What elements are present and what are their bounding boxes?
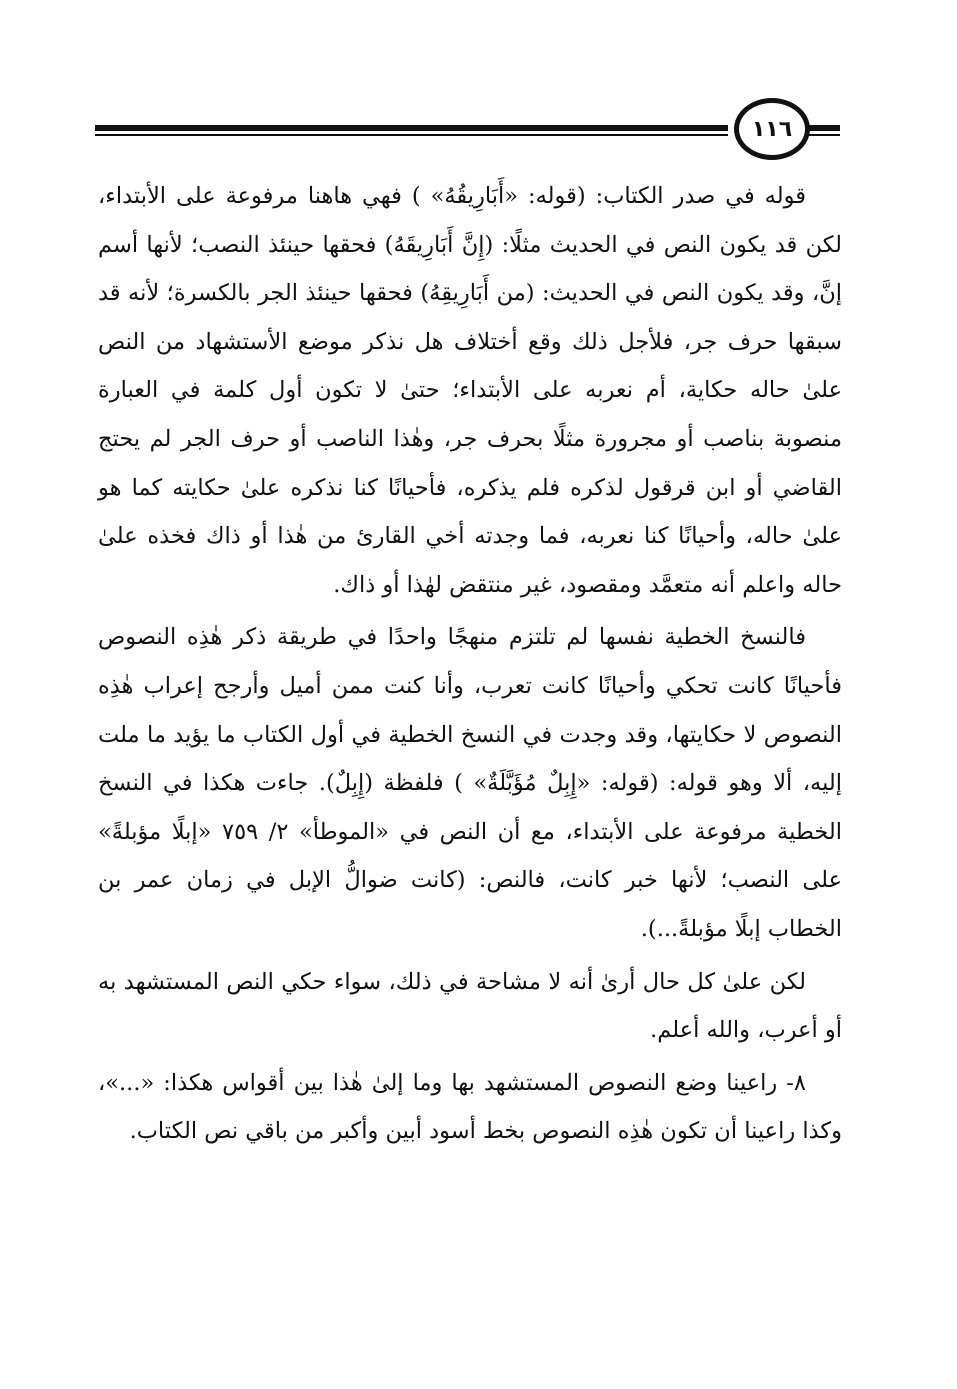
page-number: ١١٦ (734, 98, 810, 160)
page-header (95, 98, 840, 164)
header-rule-thick (95, 125, 728, 131)
header-rule-thin (95, 134, 728, 136)
body-text (98, 172, 842, 1156)
paragraph-2: فالنسخ الخطية نفسها لم تلتزم منهجًا واحدًا في طريقة ذكر هٰذِه النصوص فأحيانًا كانت تحكي وأحيانًا كانت تعرب، وأنا كنت ممن أميل وأرجح إعراب هٰذِه النصوص لا حكايتها، وقد وجدت في النسخ الخطية في أول الكتاب ما يؤيد ما ملت إليه، ألا وهو قوله: (قوله: «إِبِلٌ مُؤَبَّلَةٌ» ) فلفظة (إِبِلٌ). جاءت هكذا في النسخ الخطية مرفوعة على الأبتداء، مع أن النص في «الموطأ» ٢/ ٧٥٩ «إبلًا مؤبلةً» على النصب؛ لأنها خبر كانت، فالنص: (كانت ضوالُّ الإبل في زمان عمر بن الخطاب إبلًا مؤبلةً...). (98, 624, 842, 942)
paragraph-3: لكن علىٰ كل حال أرىٰ أنه لا مشاحة في ذلك، سواء حكي النص المستشهد به أو أعرب، والله أعلم. (98, 968, 842, 1044)
paragraph-1: قوله في صدر الكتاب: (قوله: «أَبَارِيقُهُ» ) فهي هاهنا مرفوعة على الأبتداء، لكن قد يكون النص في الحديث مثلًا: (إِنَّ أَبَارِيقَهُ) فحقها حينئذ النصب؛ لأنها أسم إنَّ، وقد يكون النص في الحديث: (من أَبَارِيقِهُ) فحقها حينئذ الجر بالكسرة؛ لأنه قد سبقها حرف جر، فلأجل ذلك وقع أختلاف هل نذكر موضع الأستشهاد من النص علىٰ حاله حكاية، أم نعربه على الأبتداء؛ حتىٰ لا تكون أول كلمة في العبارة منصوبة بناصب أو مجرورة مثلًا بحرف جر، وهٰذا الناصب أو حرف الجر لم يحتج القاضي أو ابن قرقول لذكره فلم يذكره، فأحيانًا كنا نذكره علىٰ حكايته كما هو علىٰ حاله، وأحيانًا كنا نعربه، فما وجدته أخي القارئ من هٰذا أو ذاك فخذه علىٰ حاله واعلم أنه متعمَّد ومقصود، غير منتقض لهٰذا أو ذاك. (98, 183, 842, 598)
paragraph-4: ٨- راعينا وضع النصوص المستشهد بها وما إلىٰ هٰذا بين أقواس هكذا: «...»، وكذا راعينا أن تكون هٰذِه النصوص بخط أسود أبين وأكبر من باقي نص الكتاب. (98, 1069, 842, 1145)
